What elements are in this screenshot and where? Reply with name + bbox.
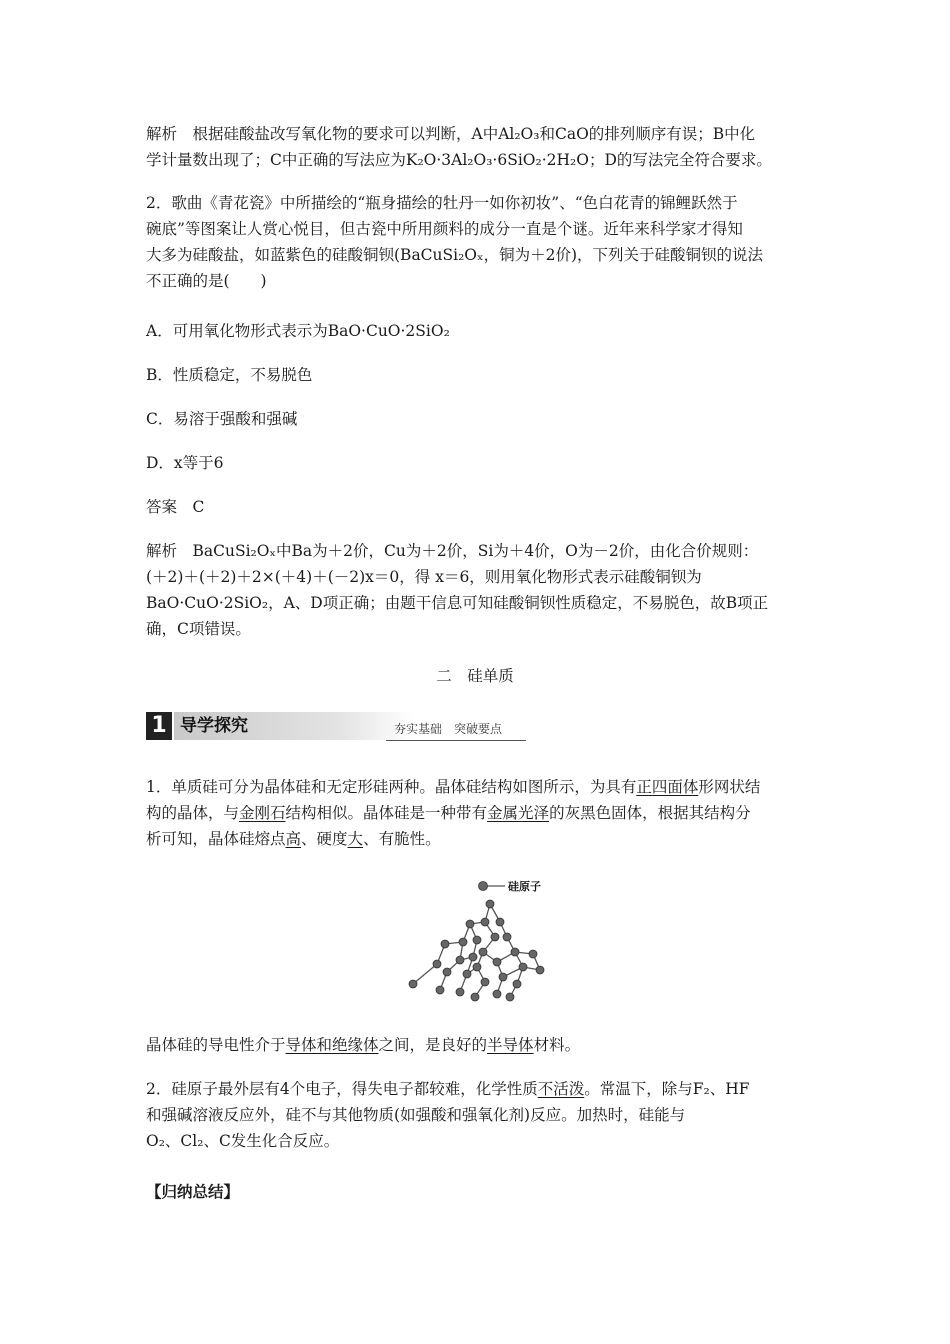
- silicon-crystal-figure: [405, 872, 555, 1002]
- underlined-answer: 导体和绝缘体: [285, 1036, 379, 1054]
- text-run: 材料。: [533, 1036, 581, 1054]
- banner-subtitle: 夯实基础 突破要点: [394, 722, 503, 736]
- summary-heading: 【归纳总结】: [146, 1183, 240, 1201]
- paragraph-line: [146, 826, 808, 852]
- analysis-line: 学计量数出现了；C中正确的写法应为K₂O·3Al₂O₃·6SiO₂·2H₂O；D的写法完全符合要求。: [146, 151, 772, 169]
- underlined-answer: 金刚石: [239, 804, 286, 822]
- analysis-paragraph-1: [146, 121, 808, 173]
- text-run: 形网状结: [698, 778, 761, 796]
- section-title: 二 硅单质: [436, 667, 514, 685]
- text-run: 、硬度: [301, 830, 348, 848]
- question-line: 不正确的是( ): [146, 272, 267, 290]
- option-b: B．性质稳定，不易脱色: [146, 366, 313, 384]
- silicon-paragraph-2: [146, 1076, 808, 1154]
- analysis-line: 确，C项错误。: [146, 620, 251, 638]
- text-run: 2．硅原子最外层有4个电子，得失电子都较难，化学性质: [146, 1080, 538, 1098]
- underlined-answer: 半导体: [487, 1036, 534, 1054]
- text-run: 的灰黑色固体，根据其结构分: [549, 804, 751, 822]
- analysis-line: BaO·CuO·2SiO₂，A、D项正确；由题干信息可知硅酸铜钡性质稳定，不易脱色，故B项正: [146, 594, 769, 612]
- question-line: 大多为硅酸盐，如蓝紫色的硅酸铜钡(BaCuSi₂Oₓ，铜为＋2价)，下列关于硅酸铜钡的说法: [146, 246, 763, 264]
- analysis-paragraph-2: [146, 538, 808, 642]
- underlined-answer: 金属光泽: [487, 804, 550, 822]
- figure-label: 硅原子: [508, 880, 541, 893]
- text-run: 晶体硅的导电性介于: [146, 1036, 286, 1054]
- text-run: 。常温下，除与F₂、HF: [584, 1080, 750, 1098]
- paragraph-line: O₂、Cl₂、C发生化合反应。: [146, 1132, 340, 1150]
- answer-line: 答案 C: [146, 498, 205, 516]
- silicon-lattice-diagram: [405, 872, 555, 1002]
- question-2: [146, 190, 808, 294]
- text-run: 析可知，晶体硅熔点: [146, 830, 286, 848]
- silicon-paragraph-1: [146, 774, 808, 852]
- paragraph-line: [146, 774, 808, 800]
- analysis-line: 解析 根据硅酸盐改写氧化物的要求可以判断，A中Al₂O₃和CaO的排列顺序有误；B中化: [146, 125, 756, 143]
- text-run: 之间，是良好的: [378, 1036, 488, 1054]
- text-run: 结构相似。晶体硅是一种带有: [285, 804, 488, 822]
- lattice-atoms: [409, 882, 544, 1002]
- analysis-line: (＋2)＋(＋2)＋2×(＋4)＋(－2)x＝0，得 x＝6，则用氧化物形式表示硅酸铜钡为: [146, 568, 702, 586]
- paragraph-line: [146, 1032, 808, 1058]
- paragraph-line: [146, 1076, 808, 1102]
- banner-number: 1: [146, 712, 172, 740]
- paragraph-line: [146, 800, 808, 826]
- underlined-answer: 高: [285, 830, 302, 848]
- banner-underline: [386, 740, 526, 741]
- underlined-answer: 正四面体: [636, 778, 699, 796]
- text-run: 、有脆性。: [363, 830, 441, 848]
- underlined-answer: 大: [347, 830, 364, 848]
- option-a: A．可用氧化物形式表示为BaO·CuO·2SiO₂: [146, 322, 450, 340]
- section-banner: [146, 712, 526, 742]
- option-c: C．易溶于强酸和强碱: [146, 410, 298, 428]
- option-d: D．x等于6: [146, 454, 224, 472]
- analysis-line: 解析 BaCuSi₂Oₓ中Ba为＋2价，Cu为＋2价，Si为＋4价，O为－2价，由化合价规则：: [146, 542, 759, 560]
- text-run: 构的晶体，与: [146, 804, 240, 822]
- paragraph-line: 和强碱溶液反应外，硅不与其他物质(如强酸和强氧化剂)反应。加热时，硅能与: [146, 1106, 686, 1124]
- banner-title: 导学探究: [174, 712, 414, 740]
- underlined-answer: 不活泼: [537, 1080, 585, 1098]
- question-line: 碗底”等图案让人赏心悦目，但古瓷中所用颜料的成分一直是个谜。近年来科学家才得知: [146, 220, 743, 238]
- conductivity-paragraph: [146, 1032, 808, 1058]
- question-line: 2．歌曲《青花瓷》中所描绘的“瓶身描绘的牡丹一如你初妆”、“色白花青的锦鲤跃然于: [146, 194, 738, 212]
- text-run: 1．单质硅可分为晶体硅和无定形硅两种。晶体硅结构如图所示，为具有: [146, 778, 637, 796]
